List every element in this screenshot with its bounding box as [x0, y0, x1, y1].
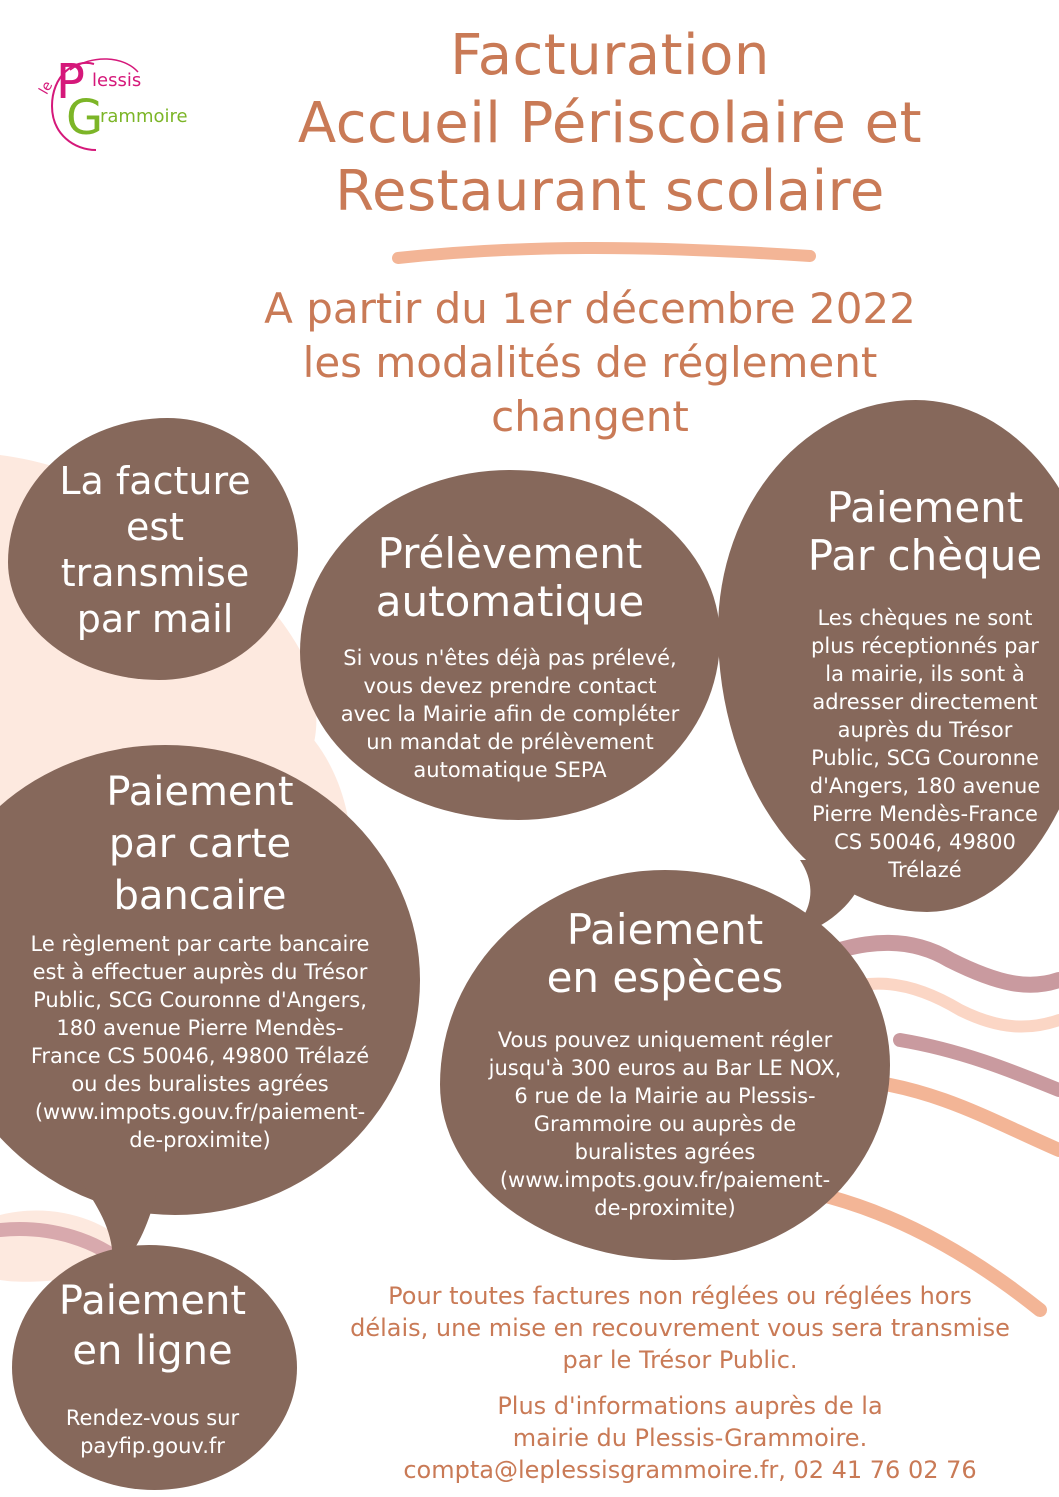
especes-body-line: Vous pouvez uniquement régler: [497, 1028, 833, 1052]
prelevement-body-line: vous devez prendre contact: [363, 674, 657, 698]
cheque-body-line: Les chèques ne sont: [817, 606, 1033, 630]
logo-p-letter: P: [56, 54, 85, 110]
plessis-grammoire-logo: [34, 46, 204, 156]
carte-title-line: par carte: [108, 821, 292, 867]
carte-content: [0, 766, 400, 1154]
prelevement-body-line: Si vous n'êtes déjà pas prélevé,: [343, 646, 677, 670]
info-note: [330, 1390, 1050, 1486]
cheque-body-line: auprès du Trésor: [837, 718, 1013, 742]
cheque-body-line: plus réceptionnés par: [811, 634, 1039, 658]
facture-title: [30, 458, 280, 642]
cheque-title-line: Paiement: [826, 483, 1024, 532]
logo-plessis: lessis: [92, 70, 142, 91]
prelevement-content: [320, 530, 700, 784]
especes-content: [455, 906, 875, 1222]
cheque-body-line: Pierre Mendès-France: [812, 802, 1038, 826]
recouvrement-line: Pour toutes factures non réglées ou réglées hors: [388, 1282, 972, 1310]
facture-title-line: La facture: [59, 459, 251, 503]
carte-body-line: Le règlement par carte bancaire: [30, 932, 370, 956]
cheque-body-line: la mairie, ils sont à: [825, 662, 1025, 686]
stripe-mauve-right: [900, 1040, 1059, 1090]
ligne-title-line: en ligne: [72, 1328, 233, 1374]
carte-body-line: ou des buralistes agrées: [71, 1072, 329, 1096]
recouvrement-line: par le Trésor Public.: [562, 1346, 798, 1374]
logo-le: le: [36, 78, 57, 98]
facture-title-line: est: [125, 505, 185, 549]
subtitle-line: changent: [491, 392, 689, 441]
info-line: mairie du Plessis-Grammoire.: [512, 1424, 868, 1452]
subtitle-line: les modalités de réglement: [302, 338, 878, 387]
carte-title-line: bancaire: [113, 873, 287, 919]
especes-body-line: 6 rue de la Mairie au Plessis-: [514, 1084, 816, 1108]
logo-g-letter: G: [66, 90, 104, 146]
contact-line: compta@leplessisgrammoire.fr, 02 41 76 02 76: [403, 1456, 977, 1484]
cheque-body-line: CS 50046, 49800: [834, 830, 1016, 854]
carte-body-line: est à effectuer auprès du Trésor: [32, 960, 368, 984]
prelevement-body-line: automatique SEPA: [413, 758, 607, 782]
especes-body-line: buralistes agrées: [574, 1140, 756, 1164]
title-line: Accueil Périscolaire et: [297, 91, 923, 156]
cheque-title-line: Par chèque: [807, 531, 1043, 580]
carte-body-line: (www.impots.gouv.fr/paiement-: [34, 1100, 366, 1124]
especes-body-line: Grammoire ou auprès de: [533, 1112, 797, 1136]
facture-title-line: par mail: [76, 597, 234, 641]
especes-title-line: en espèces: [546, 953, 784, 1002]
info-line: Plus d'informations auprès de la: [497, 1392, 883, 1420]
cheque-body-line: Trélazé: [888, 858, 962, 882]
cheque-body-line: d'Angers, 180 avenue: [809, 774, 1041, 798]
page-title: [240, 22, 980, 226]
ligne-body-line: payfip.gouv.fr: [80, 1434, 225, 1458]
stripe-peach-right: [860, 1080, 1059, 1150]
subtitle-line: A partir du 1er décembre 2022: [264, 284, 916, 333]
especes-title-line: Paiement: [566, 905, 764, 954]
title-line: Restaurant scolaire: [335, 159, 885, 224]
carte-body-line: France CS 50046, 49800 Trélazé: [30, 1044, 370, 1068]
prelevement-title-line: Prélèvement: [377, 529, 643, 578]
recouvrement-line: délais, une mise en recouvrement vous sera transmise: [350, 1314, 1010, 1342]
title-line: Facturation: [450, 23, 770, 88]
logo-grammoire: rammoire: [100, 106, 188, 127]
cheque-body-line: Public, SCG Couronne: [811, 746, 1039, 770]
ligne-title-line: Paiement: [58, 1278, 247, 1324]
ligne-content: [20, 1276, 285, 1460]
ligne-body-line: Rendez-vous sur: [65, 1406, 240, 1430]
prelevement-body-line: avec la Mairie afin de compléter: [340, 702, 680, 726]
cheque-body-line: adresser directement: [812, 690, 1038, 714]
carte-body-line: de-proximite): [129, 1128, 271, 1152]
carte-title-line: Paiement: [106, 769, 294, 815]
especes-body-line: de-proximite): [594, 1196, 736, 1220]
especes-body-line: (www.impots.gouv.fr/paiement-: [499, 1168, 831, 1192]
carte-body-line: Public, SCG Couronne d'Angers,: [33, 988, 367, 1012]
cheque-content: [770, 484, 1059, 884]
especes-body-line: jusqu'à 300 euros au Bar LE NOX,: [488, 1056, 842, 1080]
prelevement-body-line: un mandat de prélèvement: [366, 730, 654, 754]
carte-body-line: 180 avenue Pierre Mendès-: [56, 1016, 344, 1040]
title-underline: [398, 248, 810, 258]
facture-title-line: transmise: [60, 551, 250, 595]
recouvrement-note: [310, 1280, 1050, 1376]
prelevement-title-line: automatique: [375, 577, 645, 626]
